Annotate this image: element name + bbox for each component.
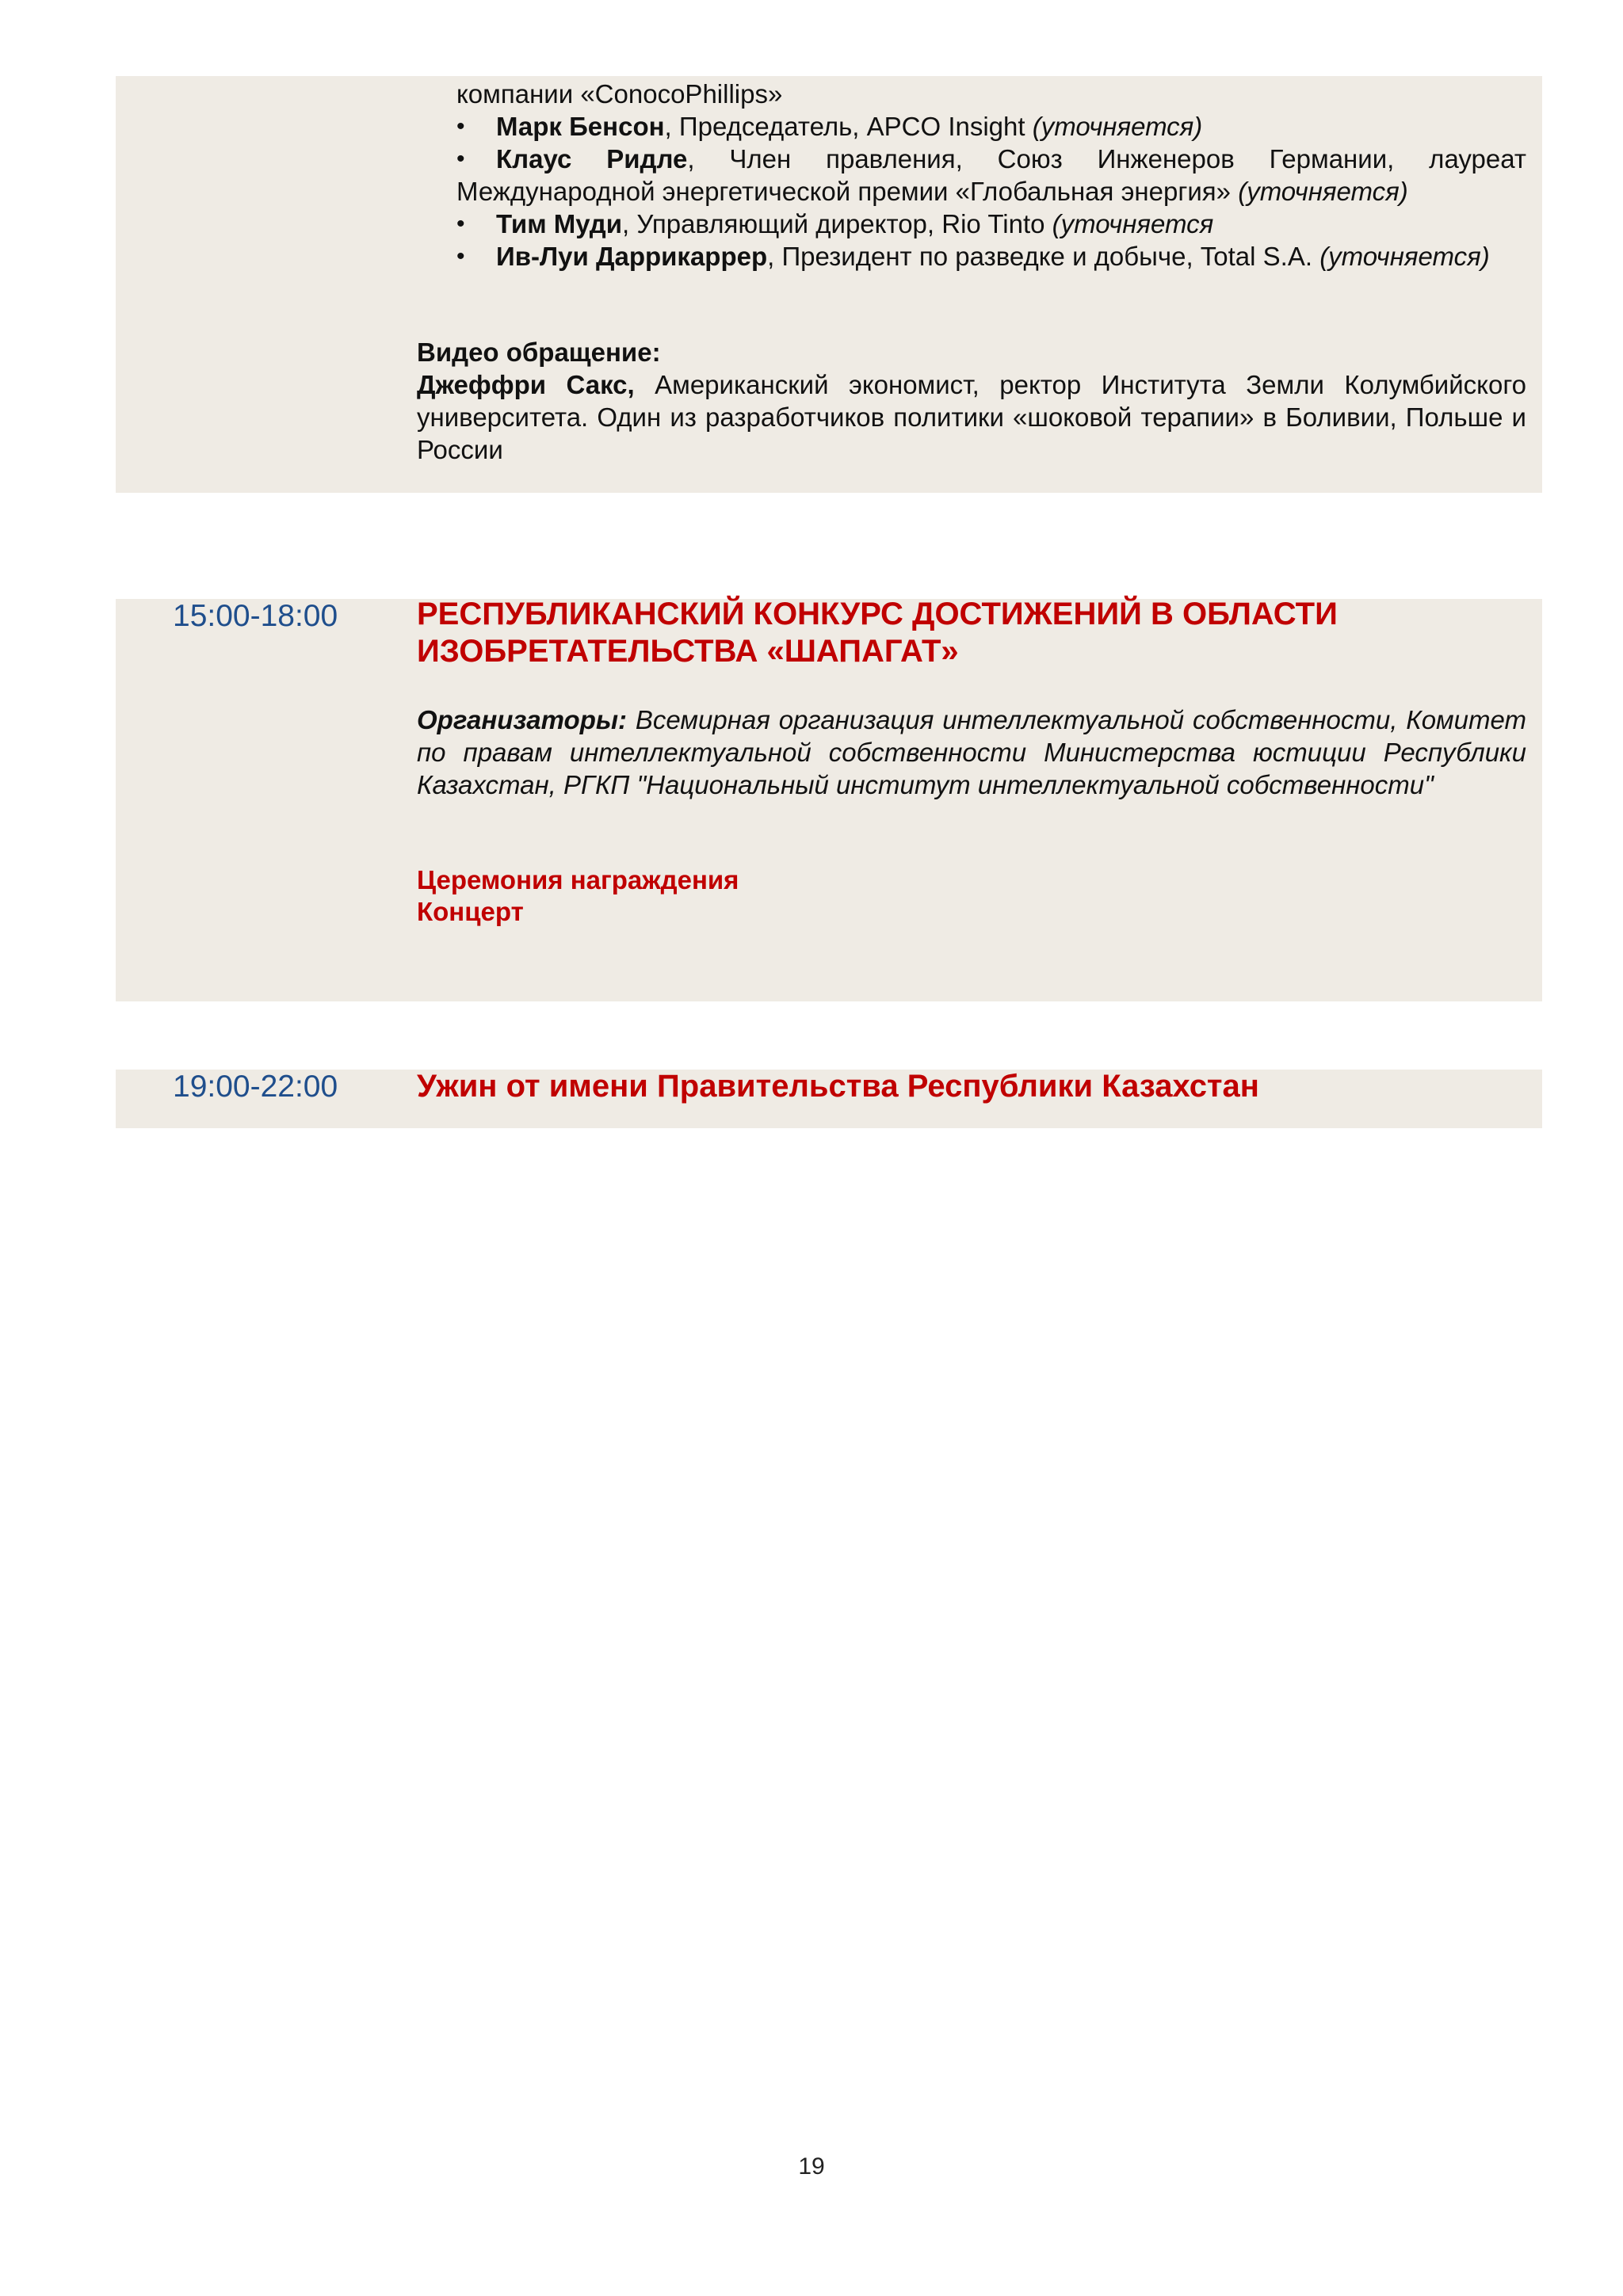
speaker-role: , Член правления, Союз Инженеров Германии, лауреат Международной энергетической премии «Глобальная энергия» [456, 144, 1526, 206]
speaker-note: (уточняется) [1319, 242, 1490, 271]
speaker-role: , Управляющий директор, Rio Tinto [622, 209, 1052, 238]
video-speaker-text: Американский экономист, ректор Института Земли Колумбийского университета. Один из разработчиков политики «шоковой терапии» в Боливии, Польше и России [417, 370, 1526, 464]
bullet-icon: • [456, 211, 465, 237]
list-item [456, 240, 1526, 273]
session-title: РЕСПУБЛИКАНСКИЙ КОНКУРС ДОСТИЖЕНИЙ В ОБЛАСТИ ИЗОБРЕТАТЕЛЬСТВА «ШАПАГАТ» [417, 597, 1338, 669]
session-content [417, 596, 1526, 928]
page-number: 19 [798, 2153, 825, 2180]
program-block-shapagat [116, 599, 1542, 1001]
speaker-note: (уточняется) [1032, 112, 1203, 141]
session-title: Ужин от имени Правительства Республики Казахстан [417, 1069, 1259, 1104]
organizers-label: Организаторы: [417, 705, 628, 734]
speaker-name: Тим Муди [496, 209, 623, 238]
speaker-name: Марк Бенсон [496, 112, 665, 141]
concert-label: Концерт [417, 897, 524, 926]
video-heading: Видео обращение: [417, 338, 661, 367]
speaker-name: Ив-Луи Даррикаррер [496, 242, 768, 271]
video-speaker-name: Джеффри Сакс, [417, 370, 635, 399]
list-item [456, 208, 1526, 240]
ceremony-label: Церемония награждения [417, 865, 739, 894]
speaker-role: , Председатель, APCO Insight [664, 112, 1033, 141]
bullet-icon: • [456, 146, 465, 172]
bullet-icon: • [456, 243, 465, 269]
speaker-note: (уточняется [1052, 209, 1214, 238]
program-block-morning-continuation [116, 76, 1542, 493]
list-item [456, 110, 1526, 143]
organizers [417, 704, 1526, 801]
session-time: 15:00-18:00 [173, 599, 338, 633]
speaker-note: (уточняется) [1238, 177, 1408, 206]
video-address-section [417, 336, 1526, 466]
company-continuation: компании «ConocoPhillips» [456, 79, 783, 109]
bullet-icon: • [456, 113, 465, 139]
speaker-list [456, 110, 1526, 273]
speaker-role: , Президент по разведке и добыче, Total S.A. [767, 242, 1320, 271]
session-time: 19:00-22:00 [173, 1070, 338, 1104]
speaker-name: Клаус Ридле [496, 144, 688, 174]
program-block-dinner [116, 1070, 1542, 1128]
list-item [456, 143, 1526, 208]
speakers-section [456, 78, 1526, 273]
organizers-text: Всемирная организация интеллектуальной собственности, Комитет по правам интеллектуальной собственности Министерства юстиции Республики Казахстан, РГКП "Национальный институт интеллектуальной собственности" [417, 705, 1526, 799]
